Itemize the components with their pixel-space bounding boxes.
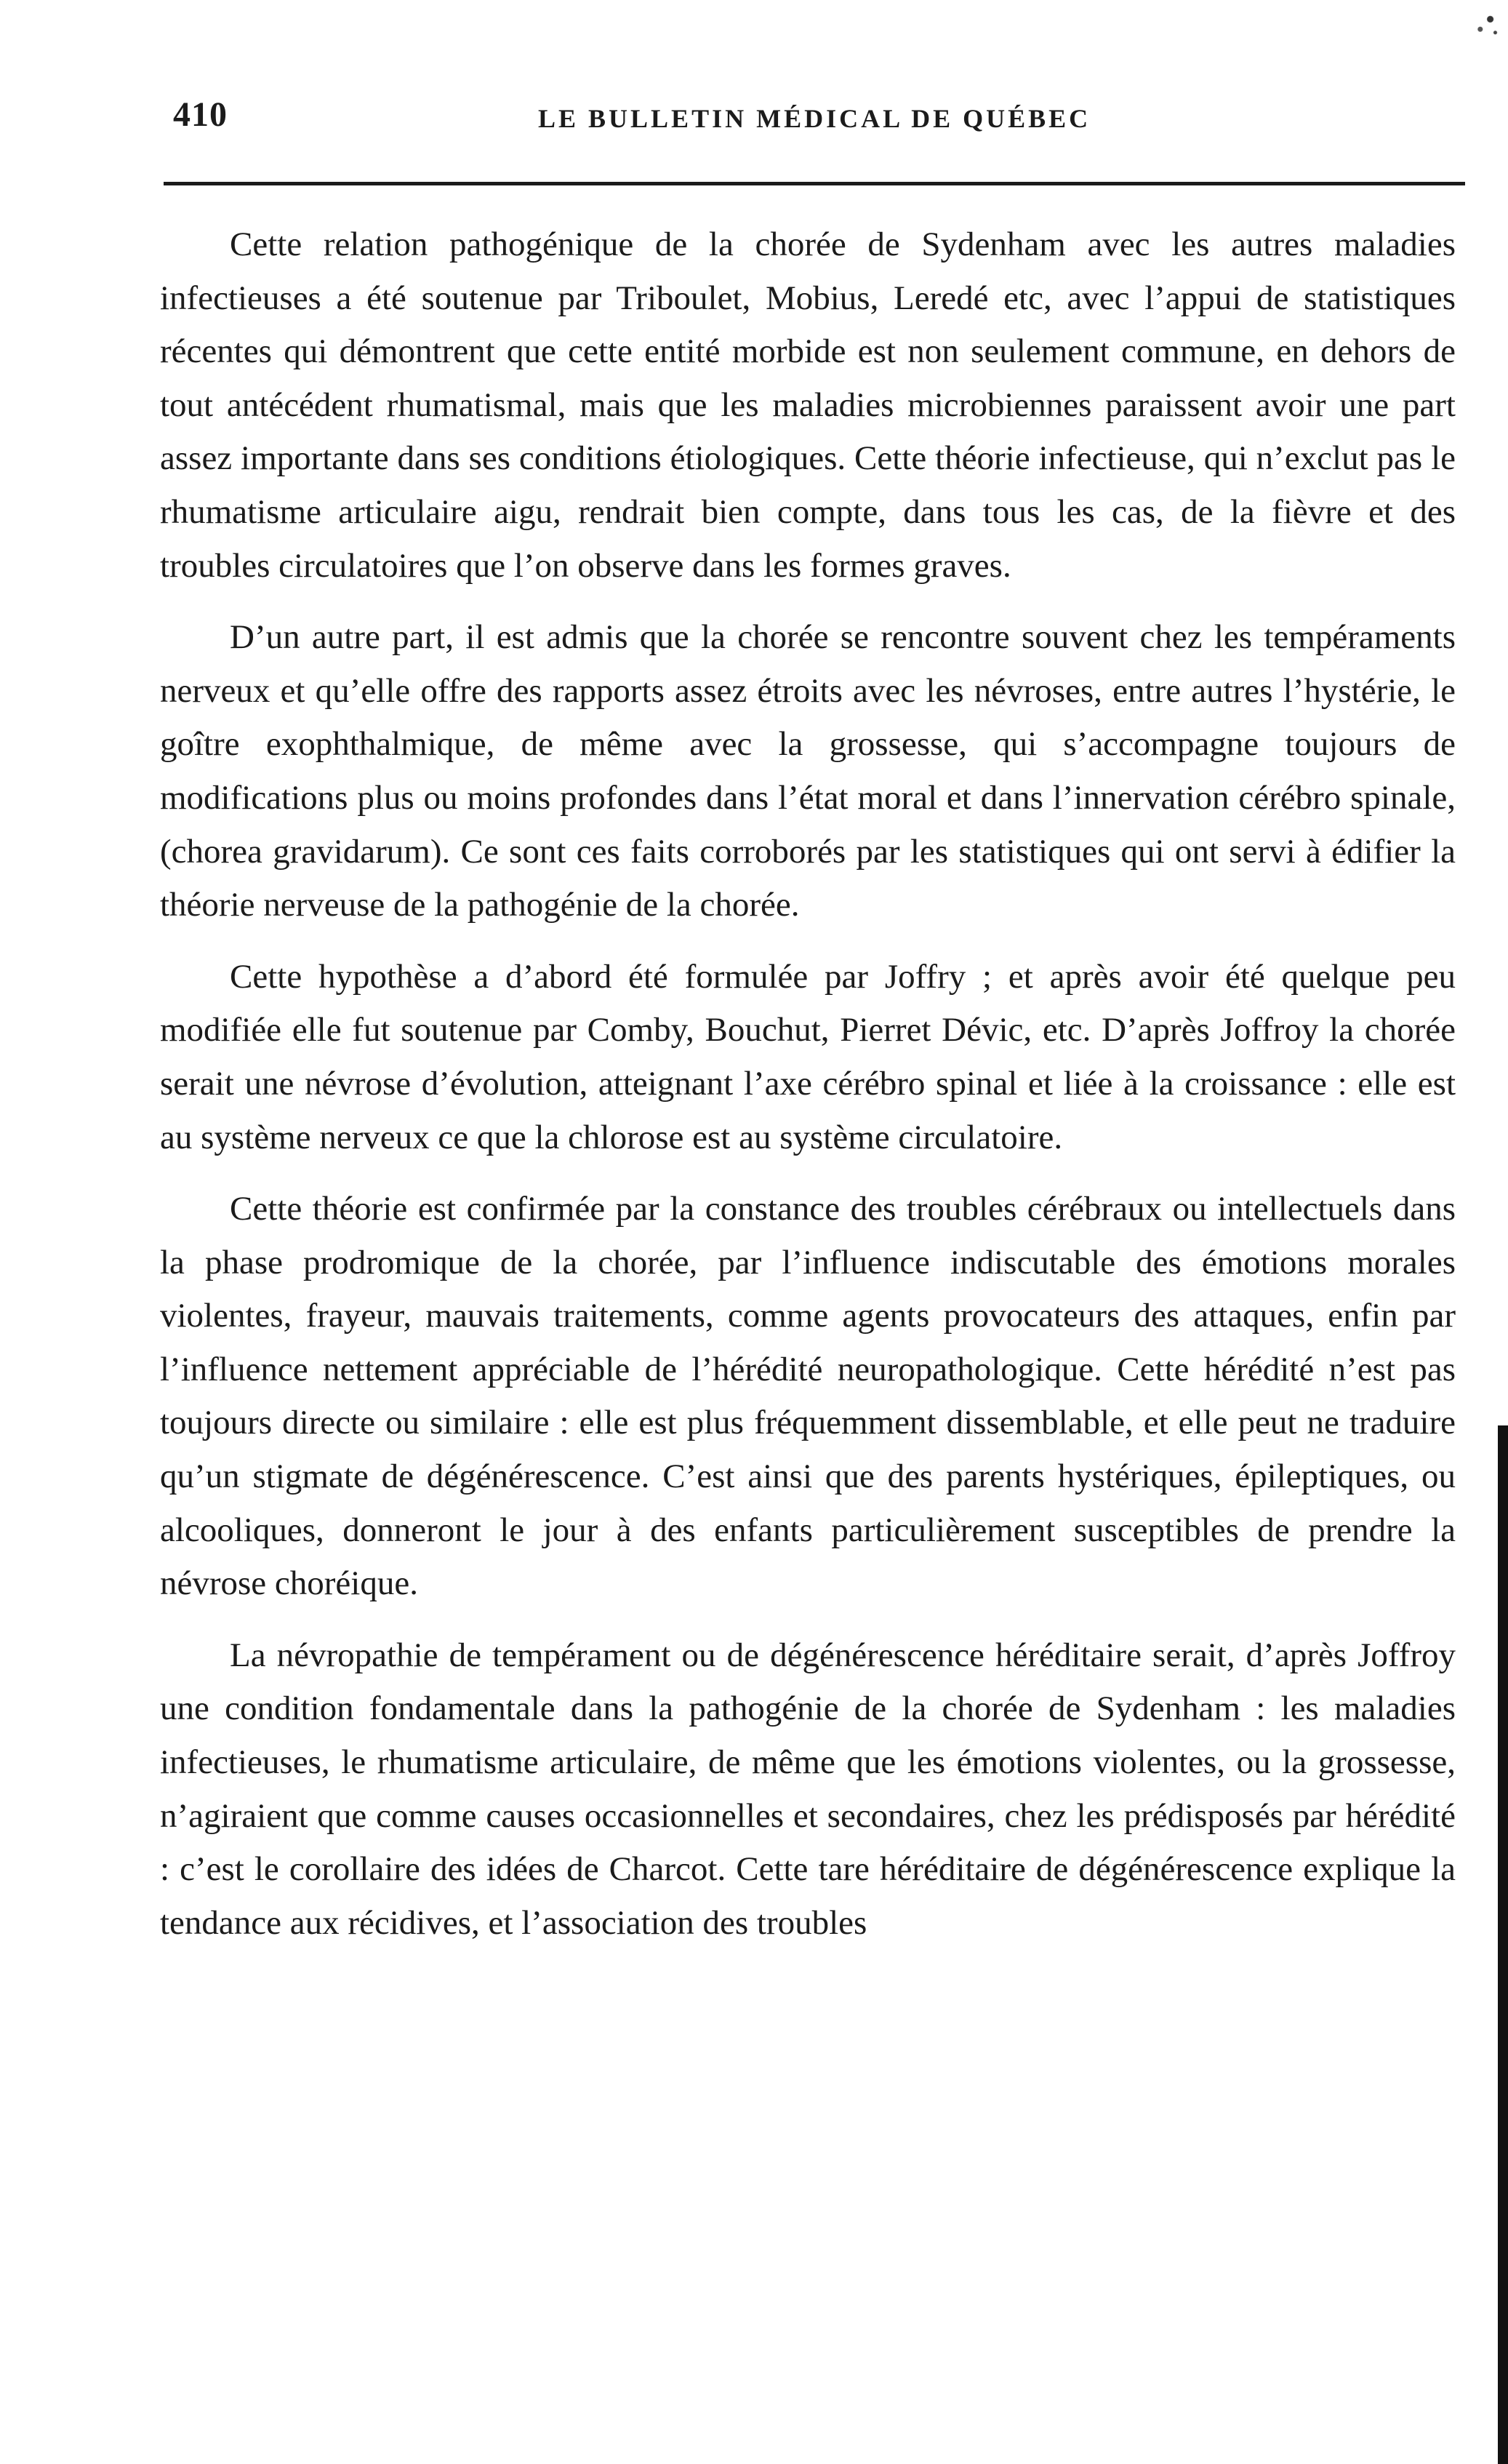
paragraph-nervous-temperament: D’un autre part, il est admis que la chorée se rencontre souvent chez les tempéraments nerveux et qu’elle offre des rapports assez étroits avec les névroses, entre autres l’hystérie, le goître exophthalmique, de même avec la grossesse, qui s’accompagne toujours de modifications plus ou moins profondes dans l’état moral et dans l’innervation cérébro spinale, (chorea gravidarum). Ce sont ces faits corroborés par les statistiques qui ont servi à édifier la théorie nerveuse de la pathogénie de la chorée. <box>160 618 1456 924</box>
running-head <box>153 81 1461 147</box>
paragraph-theory-confirmation: Cette théorie est confirmée par la constance des troubles cérébraux ou intellectuels dans la phase prodromique de la chorée, par l’influence indiscutable des émotions morales violentes, frayeur, mauvais traitements, comme agents provocateurs des attaques, enfin par l’influence nettement appréciable de l’hérédité neuropathologique. Cette hérédité n’est pas toujours directe ou similaire : elle est plus fréquemment dissemblable, et elle peut ne traduire qu’un stigmate de dégénérescence. C’est ainsi que des parents hystériques, épileptiques, ou alcooliques, donneront le jour à des enfants particulièrement susceptibles de prendre la névrose choréique. <box>160 1190 1456 1603</box>
scan-edge-shadow <box>1498 1425 1508 2464</box>
article-body <box>160 218 1456 1950</box>
header-rule <box>164 182 1465 185</box>
page-number: 410 <box>173 95 228 134</box>
paragraph-neuropathy-heredity: La névropathie de tempérament ou de dégénérescence héréditaire serait, d’après Joffroy une condition fondamentale dans la pathogénie de la chorée de Sydenham : les maladies infectieuses, le rhumatisme articulaire, de même que les émotions violentes, ou la grossesse, n’agiraient que comme causes occasionnelles et secondaires, chez les prédisposés par hérédité : c’est le corollaire des idées de Charcot. Cette tare héréditaire de dégénérescence explique la tendance aux récidives, et l’association des troubles <box>160 1636 1456 1942</box>
paragraph-joffroy-hypothesis: Cette hypothèse a d’abord été formulée par Joffry ; et après avoir été quelque peu modifiée elle fut soutenue par Comby, Bouchut, Pierret Dévic, etc. D’après Joffroy la chorée serait une névrose d’évolution, atteignant l’axe cérébro spinal et liée à la croissance : elle est au système nerveux ce que la chlorose est au système circulatoire. <box>160 957 1456 1156</box>
paragraph-infectious-theory: Cette relation pathogénique de la chorée de Sydenham avec les autres maladies infectieuses a été soutenue par Triboulet, Mobius, Leredé etc, avec l’appui de statistiques récentes qui démontrent que cette entité morbide est non seulement commune, en dehors de tout antécédent rhumatismal, mais que les maladies microbiennes paraissent avoir une part assez importante dans ses conditions étiologiques. Cette théorie infectieuse, qui n’exclut pas le rhumatisme articulaire aigu, rendrait bien compte, dans tous les cas, de la fièvre et des troubles circulatoires que l’on observe dans les formes graves. <box>160 225 1456 585</box>
scan-speck-mark <box>1470 6 1504 39</box>
journal-title: LE BULLETIN MÉDICAL DE QUÉBEC <box>538 104 1091 133</box>
